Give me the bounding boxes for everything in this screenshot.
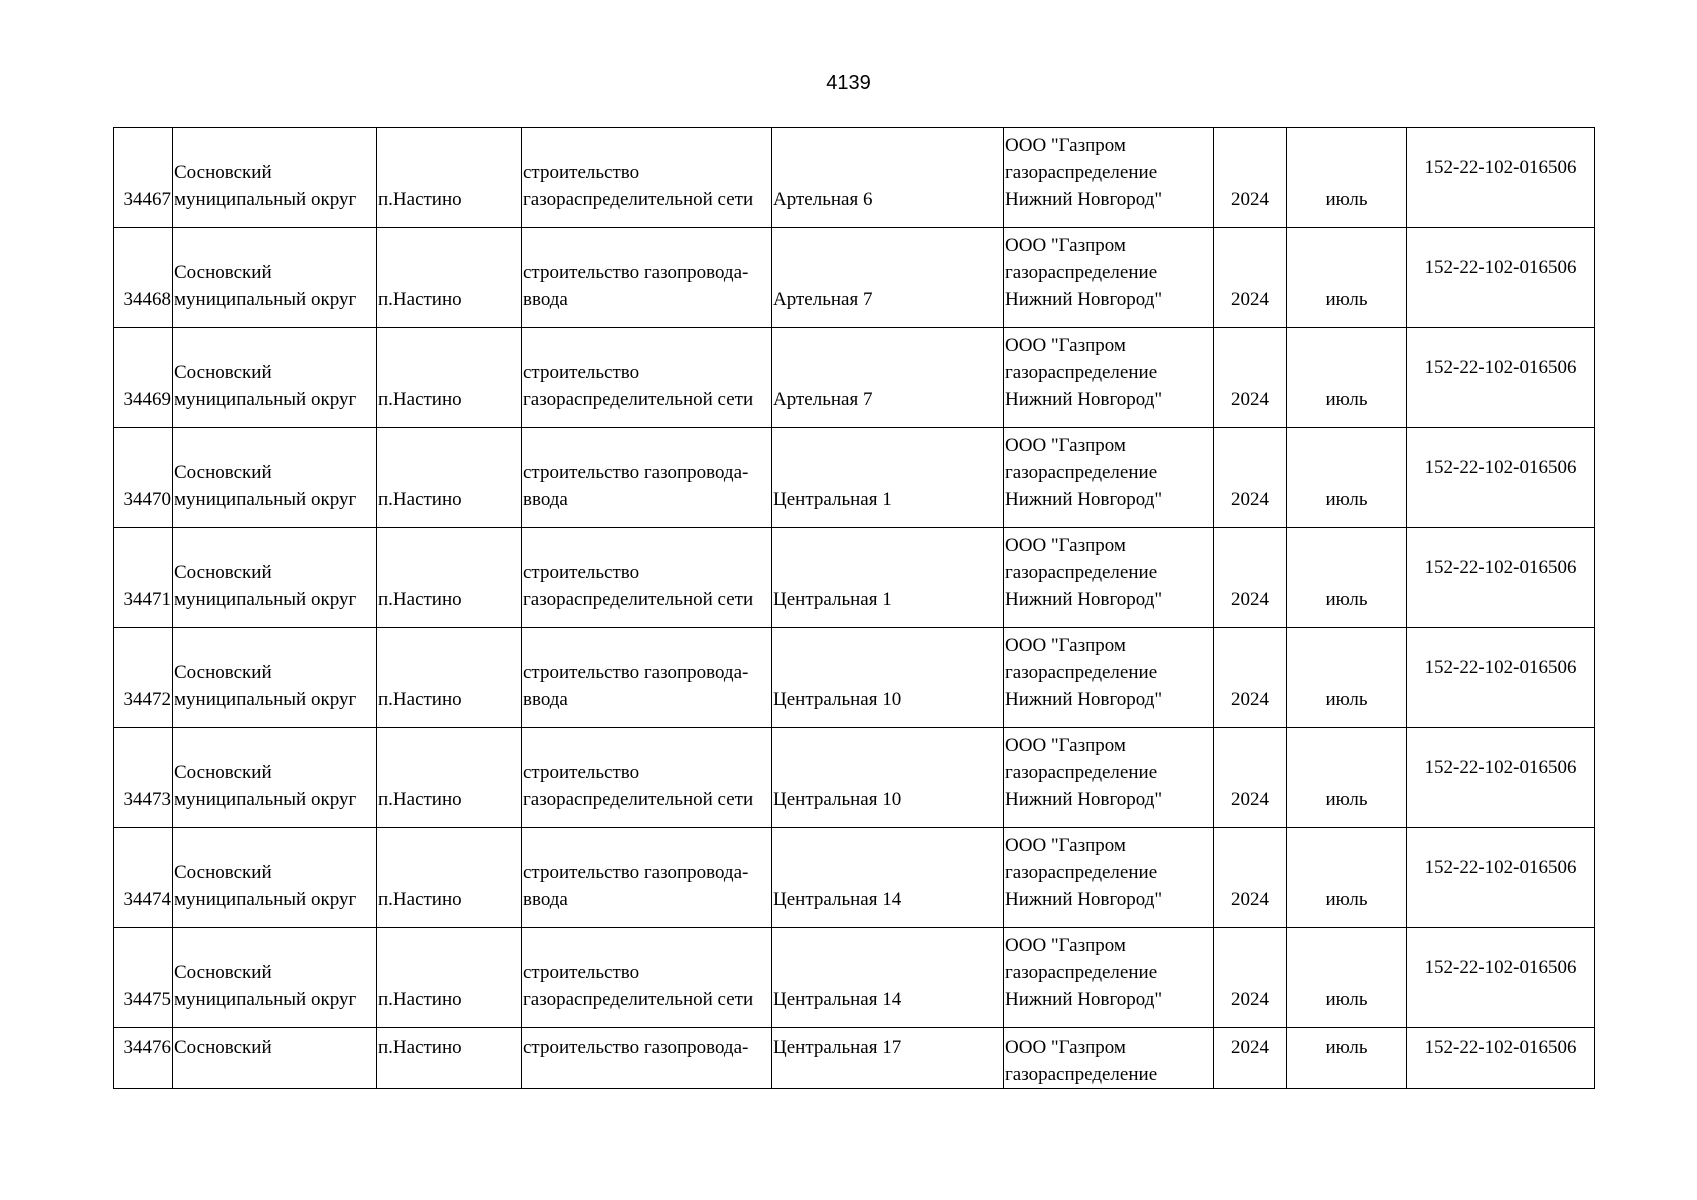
organization-cell — [1004, 828, 1214, 928]
program-code-text: 152-22-102-016506 — [1424, 857, 1577, 878]
program-code-text: 152-22-102-016506 — [1424, 357, 1577, 378]
street-address-cell — [772, 828, 1004, 928]
settlement-cell — [377, 528, 522, 628]
settlement-text: п.Настино — [378, 989, 462, 1010]
settlement-cell — [377, 1028, 522, 1089]
settlement-text: п.Настино — [378, 189, 462, 210]
table-row — [114, 328, 1595, 428]
organization-line: газораспределение — [1005, 462, 1158, 483]
district-line: муниципальный округ — [174, 689, 357, 710]
organization-line: Нижний Новгород" — [1005, 989, 1163, 1010]
month-cell — [1287, 1028, 1407, 1089]
year-cell — [1214, 128, 1287, 228]
program-code-text: 152-22-102-016506 — [1424, 557, 1577, 578]
organization-line: Нижний Новгород" — [1005, 489, 1163, 510]
program-code-cell — [1407, 628, 1595, 728]
table-row — [114, 1028, 1595, 1089]
year-cell — [1214, 928, 1287, 1028]
settlement-cell — [377, 228, 522, 328]
row-number-cell — [114, 728, 173, 828]
work-type-line: строительство газопровода- — [523, 262, 749, 283]
work-type-line: ввода — [523, 689, 568, 710]
district-cell — [173, 928, 377, 1028]
district-line: муниципальный округ — [174, 389, 357, 410]
organization-line: Нижний Новгород" — [1005, 689, 1163, 710]
program-code-cell — [1407, 428, 1595, 528]
work-type-line: строительство газопровода- — [523, 662, 749, 683]
settlement-cell — [377, 628, 522, 728]
program-code-cell — [1407, 928, 1595, 1028]
work-type-line: газораспределительной сети — [523, 989, 754, 1010]
organization-line: газораспределение — [1005, 662, 1158, 683]
month-cell — [1287, 428, 1407, 528]
month-cell — [1287, 128, 1407, 228]
month-text: июль — [1325, 389, 1368, 410]
month-text: июль — [1325, 489, 1368, 510]
table-row — [114, 728, 1595, 828]
row-number-cell — [114, 128, 173, 228]
organization-cell — [1004, 428, 1214, 528]
program-code-text: 152-22-102-016506 — [1424, 1037, 1577, 1058]
organization-line: ООО "Газпром — [1005, 1037, 1126, 1058]
district-cell — [173, 728, 377, 828]
organization-line: Нижний Новгород" — [1005, 589, 1163, 610]
month-cell — [1287, 328, 1407, 428]
page-number: 4139 — [826, 72, 871, 94]
district-line: Сосновский — [174, 362, 272, 383]
year-cell — [1214, 728, 1287, 828]
work-type-line: газораспределительной сети — [523, 789, 754, 810]
district-line: муниципальный округ — [174, 989, 357, 1010]
district-line: Сосновский — [174, 862, 272, 883]
program-code-text: 152-22-102-016506 — [1424, 457, 1577, 478]
work-type-cell — [522, 728, 772, 828]
settlement-text: п.Настино — [378, 689, 462, 710]
month-cell — [1287, 628, 1407, 728]
year-text: 2024 — [1231, 489, 1269, 510]
organization-line: ООО "Газпром — [1005, 735, 1126, 756]
street-address-text: Артельная 6 — [773, 189, 873, 210]
district-line: Сосновский — [174, 562, 272, 583]
work-type-cell — [522, 628, 772, 728]
street-address-text: Центральная 1 — [773, 489, 892, 510]
program-code-cell — [1407, 1028, 1595, 1089]
work-type-cell — [522, 128, 772, 228]
district-line: Сосновский — [174, 162, 272, 183]
work-type-line: ввода — [523, 289, 568, 310]
organization-cell — [1004, 928, 1214, 1028]
year-text: 2024 — [1231, 389, 1269, 410]
district-line: Сосновский — [174, 462, 272, 483]
year-text: 2024 — [1231, 1037, 1269, 1058]
year-cell — [1214, 228, 1287, 328]
organization-cell — [1004, 728, 1214, 828]
district-cell — [173, 628, 377, 728]
settlement-text: п.Настино — [378, 789, 462, 810]
row-number-text: 34474 — [123, 889, 171, 910]
organization-cell — [1004, 628, 1214, 728]
month-text: июль — [1325, 589, 1368, 610]
organization-line: Нижний Новгород" — [1005, 189, 1163, 210]
district-line: Сосновский — [174, 1037, 272, 1058]
row-number-text: 34476 — [123, 1037, 171, 1058]
program-code-text: 152-22-102-016506 — [1424, 657, 1577, 678]
table-row — [114, 428, 1595, 528]
work-type-cell — [522, 1028, 772, 1089]
row-number-text: 34473 — [123, 789, 171, 810]
program-code-cell — [1407, 728, 1595, 828]
settlement-cell — [377, 328, 522, 428]
month-text: июль — [1325, 1037, 1368, 1058]
organization-line: ООО "Газпром — [1005, 335, 1126, 356]
settlement-cell — [377, 928, 522, 1028]
gas-works-table — [113, 127, 1595, 1089]
organization-cell — [1004, 128, 1214, 228]
street-address-text: Центральная 17 — [773, 1037, 902, 1058]
work-type-cell — [522, 328, 772, 428]
organization-line: газораспределение — [1005, 962, 1158, 983]
program-code-text: 152-22-102-016506 — [1424, 157, 1577, 178]
year-text: 2024 — [1231, 289, 1269, 310]
work-type-line: ввода — [523, 489, 568, 510]
district-line: муниципальный округ — [174, 189, 357, 210]
district-line: муниципальный округ — [174, 289, 357, 310]
organization-line: ООО "Газпром — [1005, 635, 1126, 656]
year-cell — [1214, 1028, 1287, 1089]
row-number-text: 34470 — [123, 489, 171, 510]
row-number-text: 34468 — [123, 289, 171, 310]
district-cell — [173, 328, 377, 428]
street-address-cell — [772, 628, 1004, 728]
organization-line: Нижний Новгород" — [1005, 389, 1163, 410]
organization-cell — [1004, 528, 1214, 628]
district-cell — [173, 428, 377, 528]
program-code-cell — [1407, 128, 1595, 228]
row-number-cell — [114, 228, 173, 328]
district-line: Сосновский — [174, 962, 272, 983]
row-number-text: 34469 — [123, 389, 171, 410]
district-line: Сосновский — [174, 262, 272, 283]
district-cell — [173, 128, 377, 228]
table-row — [114, 228, 1595, 328]
table-body — [114, 128, 1595, 1089]
street-address-cell — [772, 1028, 1004, 1089]
program-code-cell — [1407, 528, 1595, 628]
month-cell — [1287, 928, 1407, 1028]
year-text: 2024 — [1231, 989, 1269, 1010]
row-number-cell — [114, 928, 173, 1028]
organization-line: ООО "Газпром — [1005, 835, 1126, 856]
program-code-text: 152-22-102-016506 — [1424, 257, 1577, 278]
organization-line: Нижний Новгород" — [1005, 789, 1163, 810]
organization-line: Нижний Новгород" — [1005, 889, 1163, 910]
month-text: июль — [1325, 789, 1368, 810]
street-address-text: Центральная 1 — [773, 589, 892, 610]
district-line: Сосновский — [174, 662, 272, 683]
row-number-cell — [114, 328, 173, 428]
row-number-text: 34472 — [123, 689, 171, 710]
street-address-text: Артельная 7 — [773, 389, 873, 410]
work-type-line: строительство — [523, 362, 640, 383]
table-row — [114, 528, 1595, 628]
settlement-text: п.Настино — [378, 489, 462, 510]
work-type-cell — [522, 228, 772, 328]
work-type-line: строительство — [523, 162, 640, 183]
month-cell — [1287, 728, 1407, 828]
work-type-line: газораспределительной сети — [523, 189, 754, 210]
street-address-cell — [772, 228, 1004, 328]
work-type-line: строительство — [523, 962, 640, 983]
settlement-text: п.Настино — [378, 289, 462, 310]
year-cell — [1214, 628, 1287, 728]
row-number-text: 34467 — [123, 189, 171, 210]
district-cell — [173, 828, 377, 928]
district-line: муниципальный округ — [174, 489, 357, 510]
work-type-line: строительство — [523, 762, 640, 783]
program-code-text: 152-22-102-016506 — [1424, 757, 1577, 778]
work-type-cell — [522, 428, 772, 528]
work-type-line: ввода — [523, 889, 568, 910]
street-address-text: Центральная 14 — [773, 989, 902, 1010]
street-address-cell — [772, 728, 1004, 828]
organization-line: газораспределение — [1005, 162, 1158, 183]
row-number-text: 34471 — [123, 589, 171, 610]
organization-line: газораспределение — [1005, 762, 1158, 783]
month-cell — [1287, 528, 1407, 628]
month-cell — [1287, 228, 1407, 328]
row-number-text: 34475 — [123, 989, 171, 1010]
row-number-cell — [114, 828, 173, 928]
organization-cell — [1004, 1028, 1214, 1089]
district-line: муниципальный округ — [174, 789, 357, 810]
street-address-text: Центральная 14 — [773, 889, 902, 910]
work-type-line: газораспределительной сети — [523, 389, 754, 410]
work-type-cell — [522, 528, 772, 628]
work-type-line: строительство газопровода- — [523, 1037, 749, 1058]
year-cell — [1214, 828, 1287, 928]
district-cell — [173, 228, 377, 328]
organization-line: ООО "Газпром — [1005, 535, 1126, 556]
year-text: 2024 — [1231, 189, 1269, 210]
settlement-text: п.Настино — [378, 589, 462, 610]
settlement-cell — [377, 828, 522, 928]
row-number-cell — [114, 428, 173, 528]
year-cell — [1214, 328, 1287, 428]
row-number-cell — [114, 528, 173, 628]
month-text: июль — [1325, 689, 1368, 710]
work-type-cell — [522, 928, 772, 1028]
street-address-cell — [772, 128, 1004, 228]
work-type-cell — [522, 828, 772, 928]
street-address-text: Артельная 7 — [773, 289, 873, 310]
district-cell — [173, 1028, 377, 1089]
organization-line: газораспределение — [1005, 1064, 1158, 1085]
year-text: 2024 — [1231, 889, 1269, 910]
settlement-cell — [377, 128, 522, 228]
organization-cell — [1004, 328, 1214, 428]
table-row — [114, 628, 1595, 728]
organization-cell — [1004, 228, 1214, 328]
organization-line: газораспределение — [1005, 862, 1158, 883]
organization-line: Нижний Новгород" — [1005, 289, 1163, 310]
district-line: муниципальный округ — [174, 589, 357, 610]
year-cell — [1214, 428, 1287, 528]
work-type-line: строительство газопровода- — [523, 462, 749, 483]
street-address-text: Центральная 10 — [773, 789, 902, 810]
program-code-cell — [1407, 328, 1595, 428]
table-row — [114, 928, 1595, 1028]
settlement-cell — [377, 728, 522, 828]
program-code-text: 152-22-102-016506 — [1424, 957, 1577, 978]
program-code-cell — [1407, 828, 1595, 928]
street-address-text: Центральная 10 — [773, 689, 902, 710]
settlement-text: п.Настино — [378, 889, 462, 910]
district-line: муниципальный округ — [174, 889, 357, 910]
month-text: июль — [1325, 189, 1368, 210]
year-cell — [1214, 528, 1287, 628]
row-number-cell — [114, 1028, 173, 1089]
organization-line: ООО "Газпром — [1005, 235, 1126, 256]
work-type-line: газораспределительной сети — [523, 589, 754, 610]
district-cell — [173, 528, 377, 628]
organization-line: газораспределение — [1005, 362, 1158, 383]
street-address-cell — [772, 928, 1004, 1028]
street-address-cell — [772, 528, 1004, 628]
year-text: 2024 — [1231, 689, 1269, 710]
month-text: июль — [1325, 889, 1368, 910]
street-address-cell — [772, 428, 1004, 528]
street-address-cell — [772, 328, 1004, 428]
month-text: июль — [1325, 989, 1368, 1010]
month-cell — [1287, 828, 1407, 928]
table-row — [114, 828, 1595, 928]
organization-line: газораспределение — [1005, 262, 1158, 283]
district-line: Сосновский — [174, 762, 272, 783]
month-text: июль — [1325, 289, 1368, 310]
settlement-cell — [377, 428, 522, 528]
year-text: 2024 — [1231, 789, 1269, 810]
organization-line: ООО "Газпром — [1005, 435, 1126, 456]
row-number-cell — [114, 628, 173, 728]
organization-line: ООО "Газпром — [1005, 135, 1126, 156]
organization-line: газораспределение — [1005, 562, 1158, 583]
year-text: 2024 — [1231, 589, 1269, 610]
work-type-line: строительство газопровода- — [523, 862, 749, 883]
table-row — [114, 128, 1595, 228]
program-code-cell — [1407, 228, 1595, 328]
organization-line: ООО "Газпром — [1005, 935, 1126, 956]
work-type-line: строительство — [523, 562, 640, 583]
settlement-text: п.Настино — [378, 1037, 462, 1058]
settlement-text: п.Настино — [378, 389, 462, 410]
